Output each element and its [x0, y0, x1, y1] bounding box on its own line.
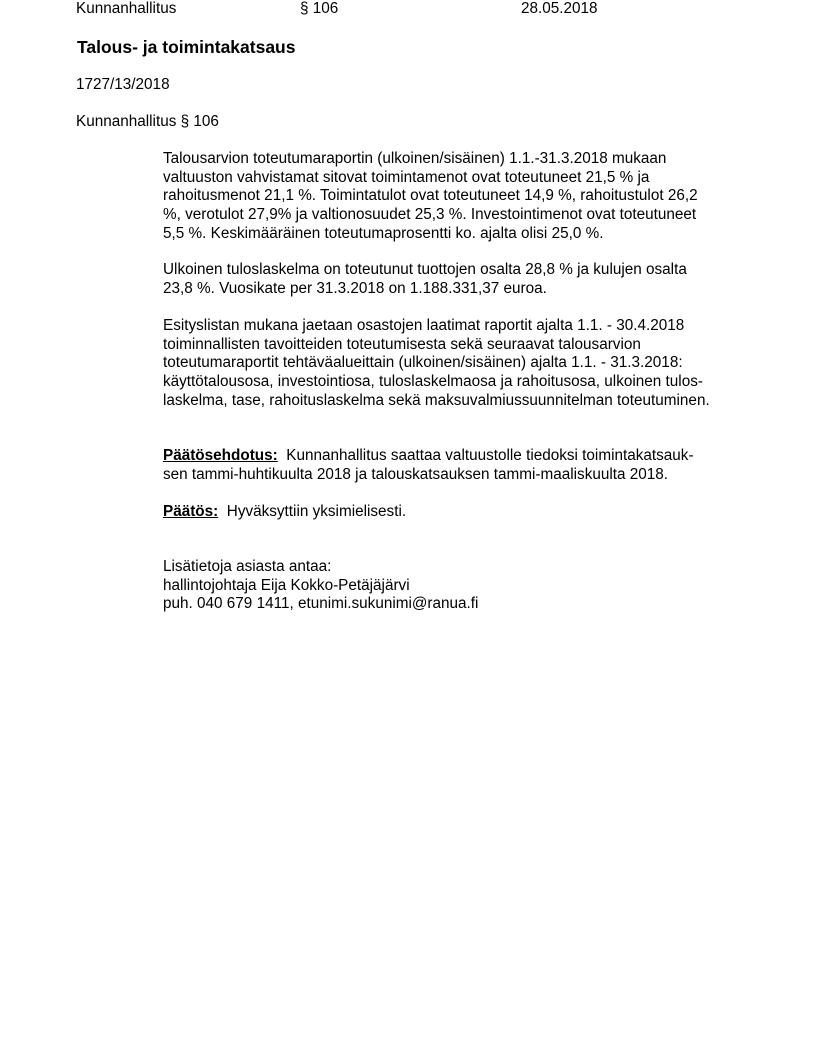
page-title: Talous- ja toimintakatsaus — [77, 37, 296, 57]
paragraph-reports — [163, 317, 710, 411]
proposal-text-cont: sen tammi-huhtikuulta 2018 ja talouskatsauksen tammi-maaliskuulta 2018. — [163, 465, 669, 483]
text-line: %, verotulot 27,9% ja valtionosuudet 25,3 %. Investointimenot ovat toteutuneet — [163, 206, 697, 224]
proposal-text: Kunnanhallitus saattaa valtuustolle tiedoksi toimintakatsauk- — [286, 447, 694, 464]
text-line: 5,5 %. Keskimääräinen toteutumaprosentti ko. ajalta olisi 25,0 %. — [163, 224, 604, 242]
text-line: toiminnallisten tavoitteiden toteutumisesta sekä seuraavat talousarvion — [163, 335, 641, 353]
text-line: Talousarvion toteutumaraportin (ulkoinen/sisäinen) 1.1.-31.3.2018 mukaan — [163, 150, 667, 167]
decision-text: Hyväksyttiin yksimielisesti. — [226, 503, 407, 520]
proposal-label: Päätösehdotus: — [163, 447, 278, 464]
contact-line: Lisätietoja asiasta antaa: — [163, 558, 332, 575]
text-line: valtuuston vahvistamat sitovat toimintamenot ovat toteutuneet 21,5 % ja — [163, 168, 650, 186]
text-line: Esityslistan mukana jaetaan osastojen laatimat raportit ajalta 1.1. - 30.4.2018 — [163, 317, 685, 334]
text-line: rahoitusmenot 21,1 %. Toimintatulot ovat toteutuneet 14,9 %, rahoitustulot 26,2 — [163, 187, 698, 205]
text-line: käyttötalousosa, investointiosa, tuloslaskelmaosa ja rahoitusosa, ulkoinen tulos- — [163, 373, 703, 391]
contact-line: hallintojohtaja Eija Kokko-Petäjäjärvi — [163, 576, 410, 594]
contact-info — [163, 558, 478, 614]
decision-label: Päätös: — [163, 503, 219, 520]
header-section: § 106 — [300, 0, 339, 17]
text-line: toteutumaraportit tehtäväalueittain (ulkoinen/sisäinen) ajalta 1.1. - 31.3.2018: — [163, 354, 683, 372]
text-line: laskelma, tase, rahoituslaskelma sekä maksuvalmiussuunnitelman toteutuminen. — [163, 391, 710, 409]
header-body: Kunnanhallitus — [76, 0, 177, 17]
paragraph-income-statement — [163, 261, 687, 298]
text-line: Ulkoinen tuloslaskelma on toteutunut tuottojen osalta 28,8 % ja kulujen osalta — [163, 261, 687, 278]
paragraph-budget — [163, 150, 698, 244]
contact-line: puh. 040 679 1411, etunimi.sukunimi@ranua.fi — [163, 595, 479, 613]
decision — [163, 503, 406, 522]
reference-number: 1727/13/2018 — [76, 76, 170, 93]
proposal — [163, 447, 694, 484]
header-date: 28.05.2018 — [521, 0, 598, 17]
text-line: 23,8 %. Vuosikate per 31.3.2018 on 1.188.331,37 euroa. — [163, 279, 547, 297]
body-section: Kunnanhallitus § 106 — [76, 113, 219, 130]
